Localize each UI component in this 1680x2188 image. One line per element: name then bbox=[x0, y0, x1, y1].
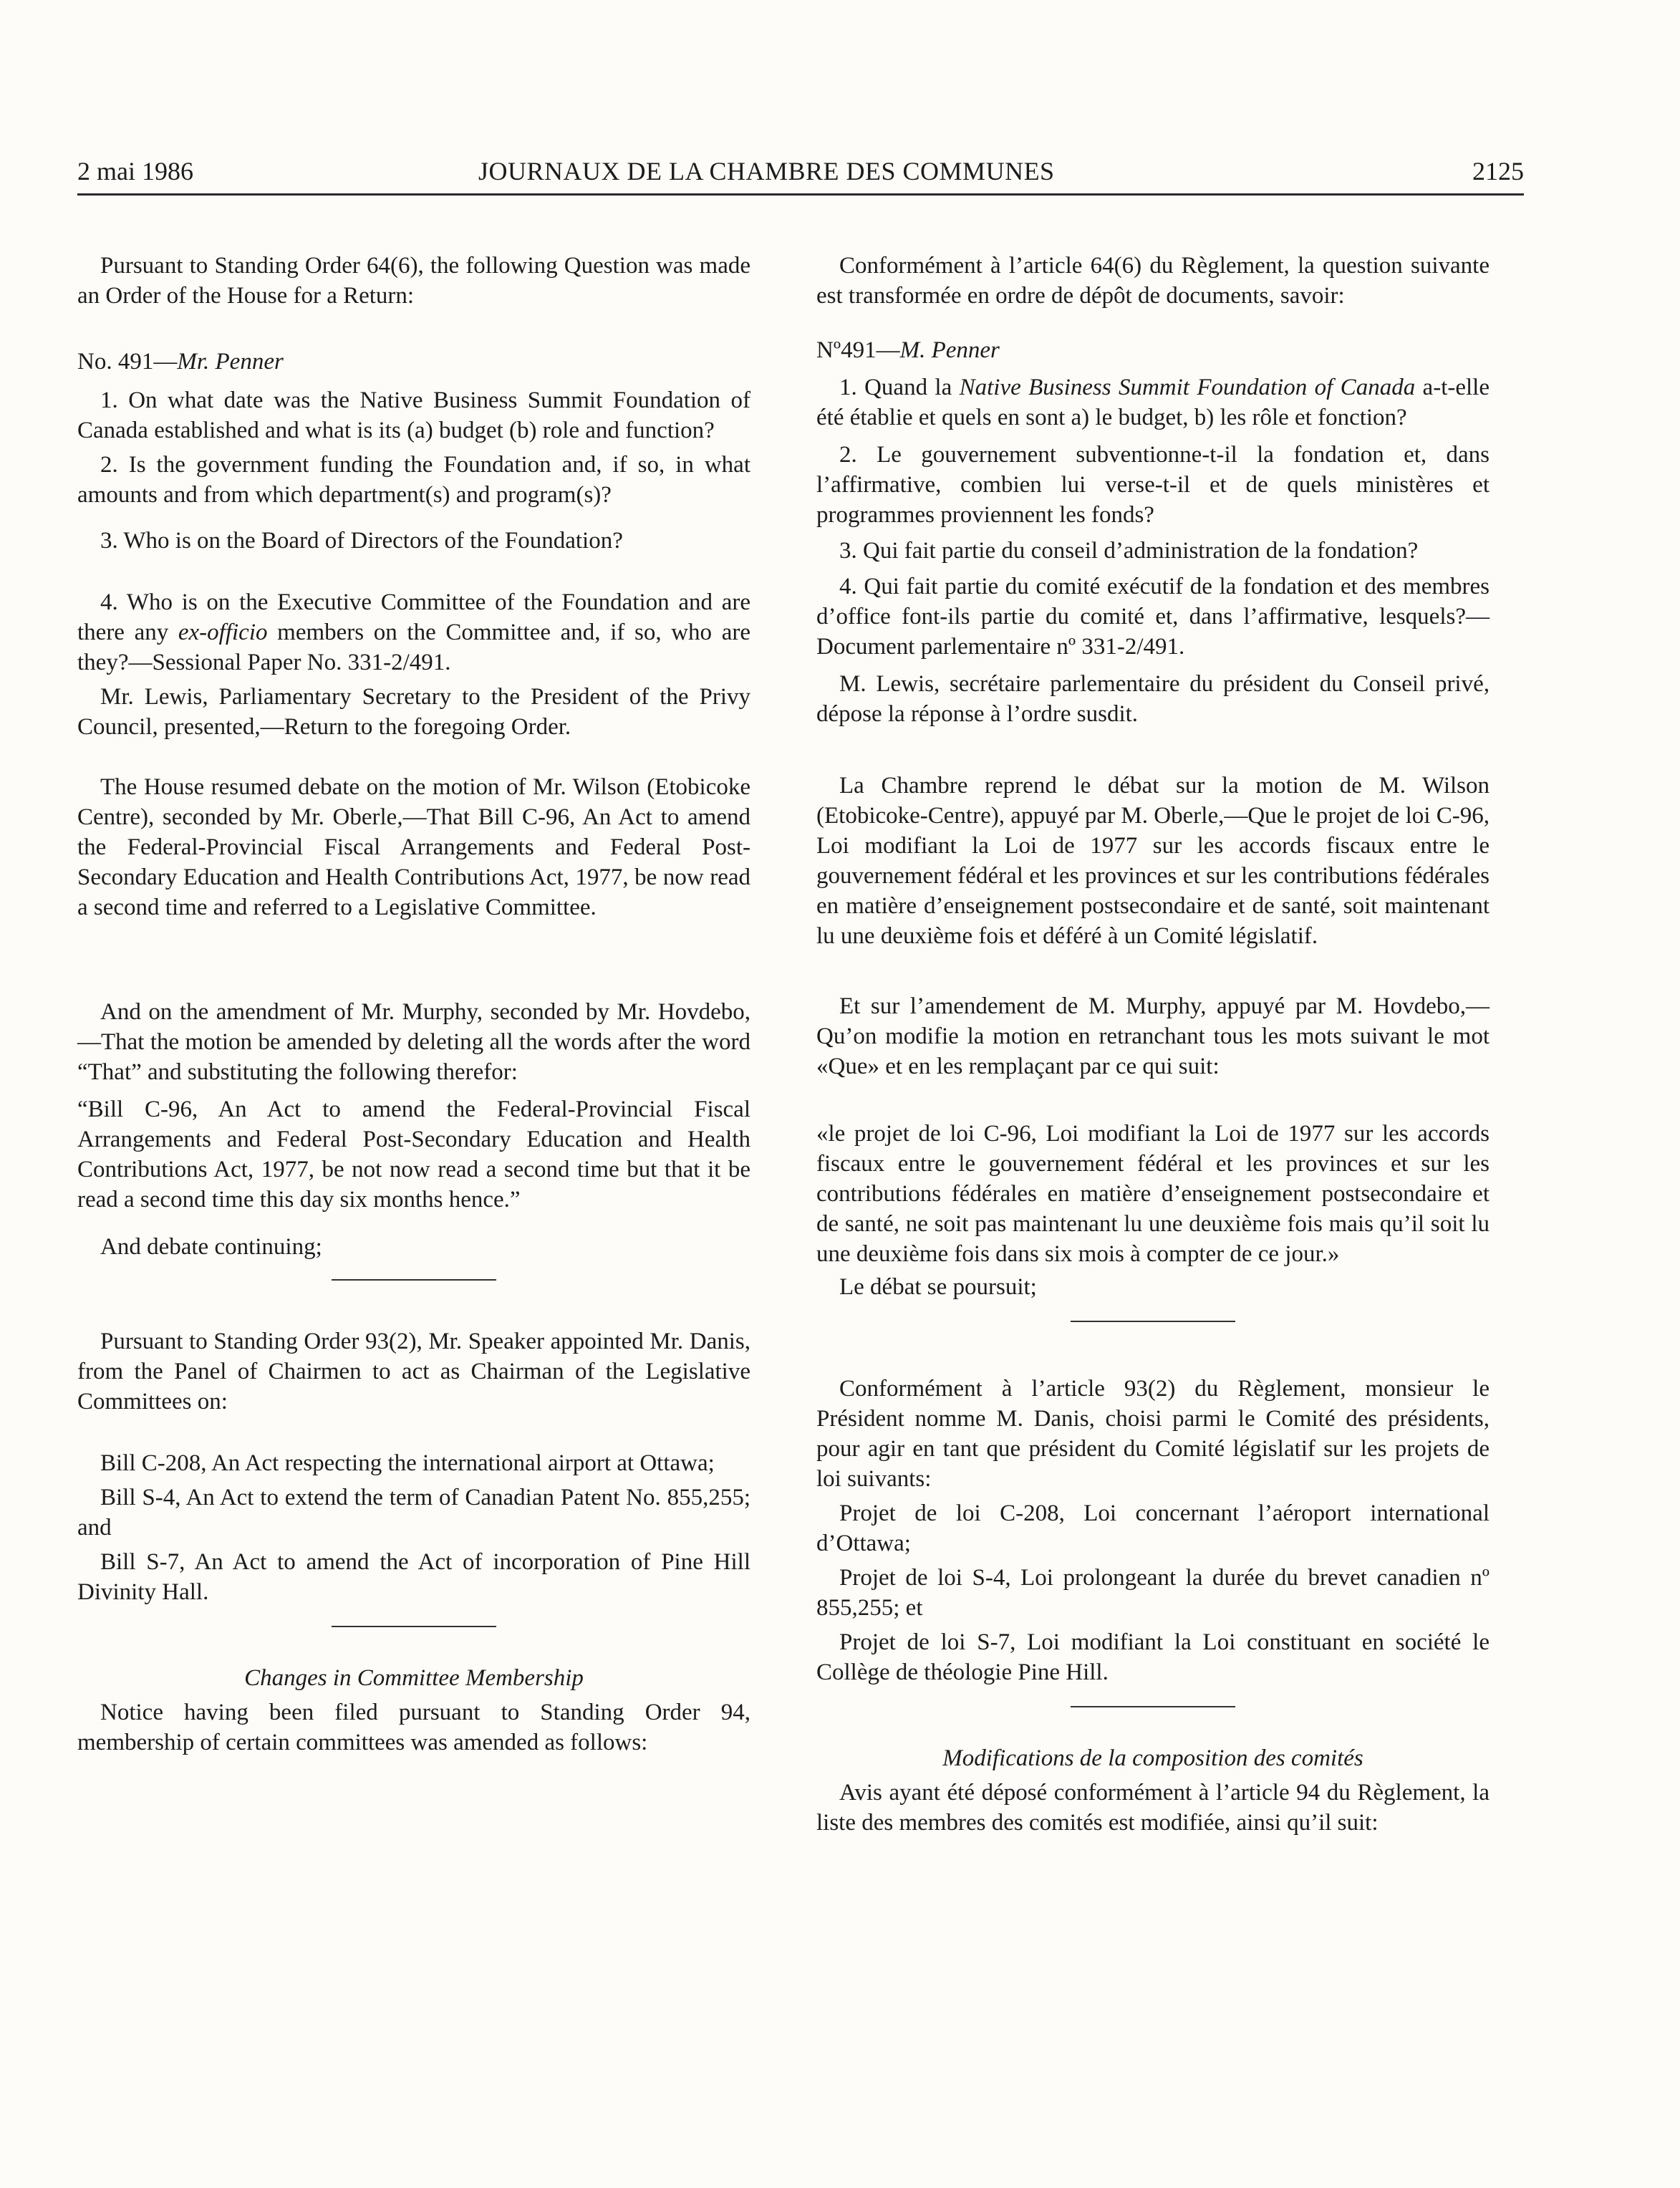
question-3: 3. Qui fait partie du conseil d’administration de la fondation? bbox=[839, 538, 1419, 564]
header-title: JOURNAUX DE LA CHAMBRE DES COMMUNES bbox=[478, 157, 1055, 185]
question-2: 2. Is the government funding the Foundation and, if so, in what amounts and from which department(s) and program(s)? bbox=[77, 452, 750, 508]
english-column bbox=[77, 251, 750, 1758]
question-heading bbox=[77, 347, 750, 377]
amendment-intro: Et sur l’amendement de M. Murphy, appuyé par M. Hovdebo,—Qu’on modifie la motion en retranchant tous les mots suivant le mot «Que» et en les remplaçant par ce qui suit: bbox=[816, 993, 1490, 1079]
question-4 bbox=[77, 587, 750, 678]
question-4-part-b: members on the Committee and, if so, who are they?—Sessional Paper No. 331-2/491. bbox=[77, 620, 750, 675]
appointment-text: Conformément à l’article 93(2) du Règlement, monsieur le Président nomme M. Danis, choisi parmi le Comité des présidents, pour agir en tant que président du Comité législatif sur les projets de loi suivants: bbox=[816, 1376, 1490, 1492]
bill-c208: Projet de loi C-208, Loi concernant l’aéroport international d’Ottawa; bbox=[816, 1500, 1490, 1556]
question-4-part-a: 4. Who is on the Executive Committee of the Foundation and are there any bbox=[77, 589, 750, 645]
question-1 bbox=[816, 372, 1490, 433]
membership-notice: Notice having been filed pursuant to Standing Order 94, membership of certain committees was amended as follows: bbox=[77, 1700, 750, 1755]
bill-s4: Projet de loi S-4, Loi prolongeant la durée du brevet canadien nº 855,255; et bbox=[816, 1565, 1490, 1621]
bill-s7: Projet de loi S-7, Loi modifiant la Loi constituant en société le Collège de théologie Pine Hill. bbox=[816, 1629, 1490, 1685]
question-3: 3. Who is on the Board of Directors of the Foundation? bbox=[100, 528, 623, 554]
page-number: 2125 bbox=[1472, 157, 1524, 185]
return-order-intro: Pursuant to Standing Order 64(6), the following Question was made an Order of the House for a Return: bbox=[77, 253, 750, 309]
debate-continuing: And debate continuing; bbox=[100, 1234, 322, 1260]
bill-s7: Bill S-7, An Act to amend the Act of incorporation of Pine Hill Divinity Hall. bbox=[77, 1549, 750, 1605]
question-number: No. 491— bbox=[77, 349, 178, 375]
membership-notice: Avis ayant été déposé conformément à l’article 94 du Règlement, la liste des membres des comités est modifiée, ainsi qu’il suit: bbox=[816, 1780, 1490, 1836]
question-1-part-a: 1. Quand la bbox=[839, 375, 960, 400]
debate-continuing: Le débat se poursuit; bbox=[839, 1274, 1037, 1300]
bill-c208: Bill C-208, An Act respecting the international airport at Ottawa; bbox=[100, 1450, 715, 1476]
question-heading bbox=[816, 335, 1490, 365]
question-1-part-b: a-t-elle été établie et quels en sont a) le budget, b) les rôle et fonction? bbox=[816, 375, 1490, 430]
section-divider bbox=[1071, 1321, 1235, 1322]
changes-heading: Changes in Committee Membership bbox=[244, 1665, 584, 1691]
amendment-text: “Bill C-96, An Act to amend the Federal-Provincial Fiscal Arrangements and Federal Post-Secondary Education and Health Contributions Act, 1977, be not now read a second time but that it be read a second time this day six months hence.” bbox=[77, 1097, 750, 1213]
question-member: M. Penner bbox=[899, 337, 1000, 363]
question-4: 4. Qui fait partie du comité exécutif de la fondation et des membres d’office font-ils partie du comité et, dans l’affirmative, lesquels?—Document parlementaire nº 331-2/491. bbox=[816, 574, 1490, 660]
section-divider bbox=[332, 1626, 496, 1627]
question-member: Mr. Penner bbox=[177, 349, 284, 375]
debate-motion: The House resumed debate on the motion of Mr. Wilson (Etobicoke Centre), seconded by Mr. Oberle,—That Bill C-96, An Act to amend the Federal-Provincial Fiscal Arrangements and Federal Post-Secondary Education and Health Contributions Act, 1977, be now read a second time and referred to a Legislative Committee. bbox=[77, 774, 750, 920]
debate-motion: La Chambre reprend le débat sur la motion de M. Wilson (Etobicoke-Centre), appuyé par M. Oberle,—Que le projet de loi C-96, Loi modifiant la Loi de 1977 sur les accords fiscaux entre le gouvernement fédéral et les provinces et sur les contributions fédérales en matière d’enseignement postsecondaire et de santé, soit maintenant lu une deuxième fois et déféré à un Comité législatif. bbox=[816, 773, 1490, 949]
header-date: 2 mai 1986 bbox=[77, 157, 193, 185]
french-column bbox=[816, 251, 1490, 1838]
question-2: 2. Le gouvernement subventionne-t-il la fondation et, dans l’affirmative, combien lui verse-t-il et de quels ministères et programmes proviennent les fonds? bbox=[816, 442, 1490, 528]
appointment-text: Pursuant to Standing Order 93(2), Mr. Speaker appointed Mr. Danis, from the Panel of Chairmen to act as Chairman of the Legislative Committees on: bbox=[77, 1329, 750, 1415]
section-divider bbox=[332, 1279, 496, 1281]
amendment-text: «le projet de loi C-96, Loi modifiant la Loi de 1977 sur les accords fiscaux entre le gouvernement fédéral et les provinces et sur les contributions fédérales en matière d’enseignement postsecondaire et de santé, ne soit pas maintenant lu une deuxième fois mais qu’il soit lu une deuxième fois dans six mois à compter de ce jour.» bbox=[816, 1121, 1490, 1267]
page-header bbox=[77, 150, 1524, 196]
question-1: 1. On what date was the Native Business Summit Foundation of Canada established and what is its (a) budget (b) role and function? bbox=[77, 387, 750, 443]
section-divider bbox=[1071, 1706, 1235, 1707]
return-presented: M. Lewis, secrétaire parlementaire du président du Conseil privé, dépose la réponse à l’ordre susdit. bbox=[816, 671, 1490, 727]
question-number: Nº491— bbox=[816, 337, 900, 363]
amendment-intro: And on the amendment of Mr. Murphy, seconded by Mr. Hovdebo,—That the motion be amended by deleting all the words after the word “That” and substituting the following therefor: bbox=[77, 999, 750, 1085]
return-order-intro: Conformément à l’article 64(6) du Règlement, la question suivante est transformée en ordre de dépôt de documents, savoir: bbox=[816, 253, 1490, 309]
question-1-italic: Native Business Summit Foundation of Canada bbox=[959, 375, 1416, 400]
bill-s4: Bill S-4, An Act to extend the term of Canadian Patent No. 855,255; and bbox=[77, 1485, 750, 1541]
changes-heading: Modifications de la composition des comités bbox=[942, 1745, 1363, 1771]
return-presented: Mr. Lewis, Parliamentary Secretary to the President of the Privy Council, presented,—Return to the foregoing Order. bbox=[77, 684, 750, 740]
question-4-italic: ex-officio bbox=[178, 620, 268, 645]
